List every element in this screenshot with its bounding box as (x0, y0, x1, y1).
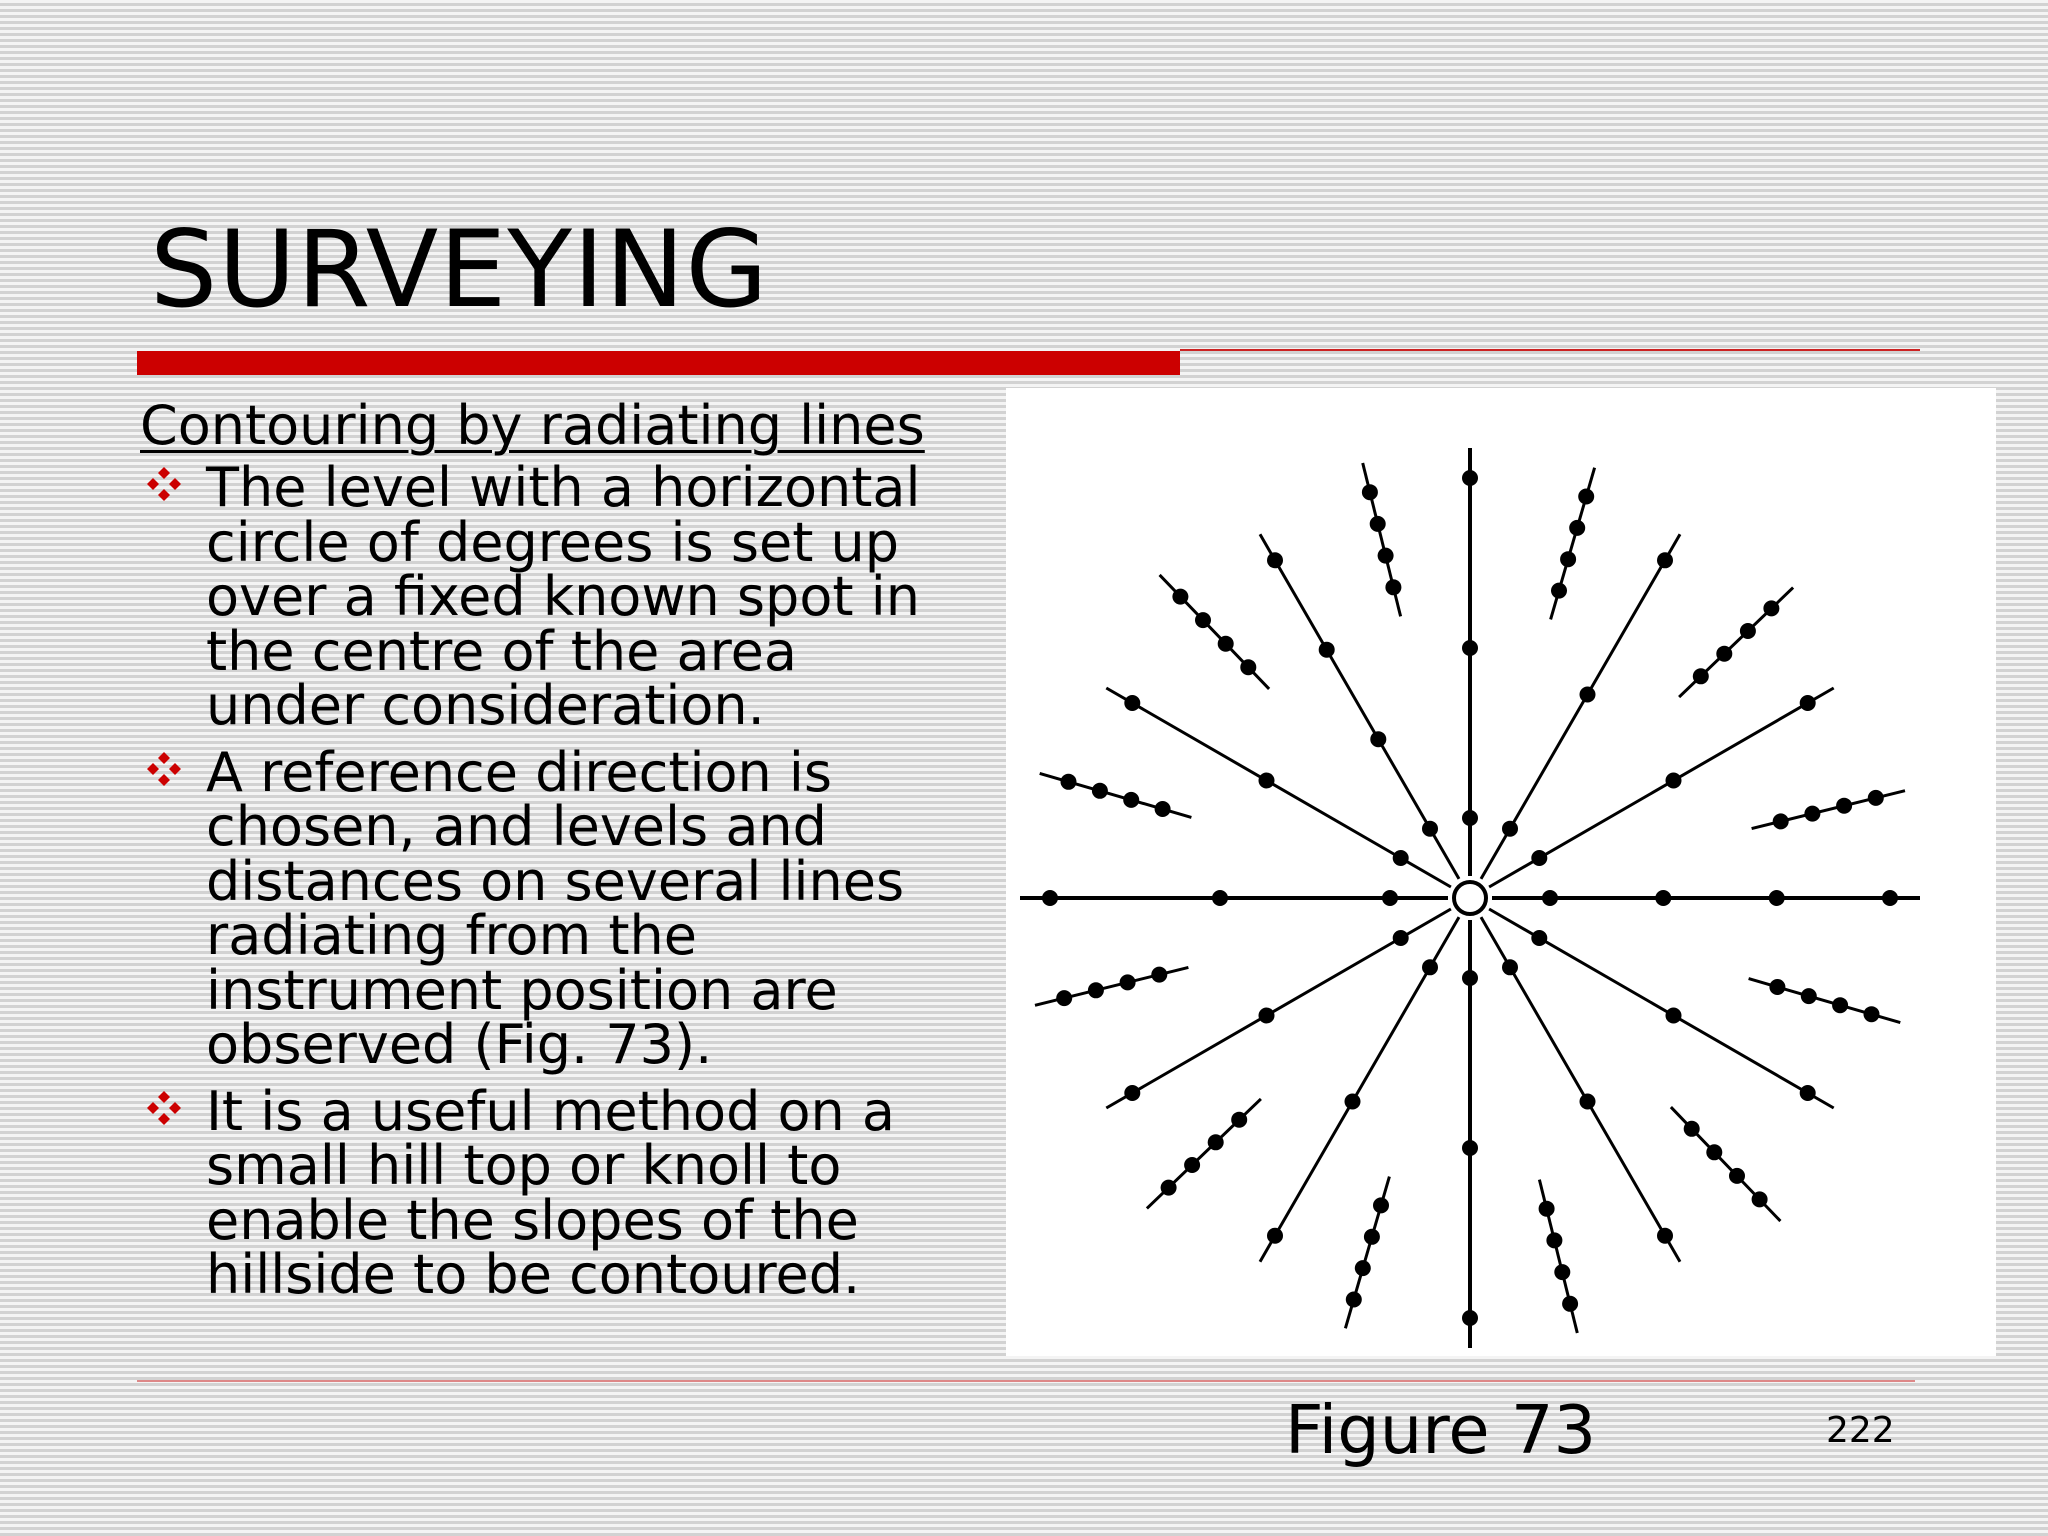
level-point (1462, 1310, 1478, 1326)
bullet-text-line: instrument position are (206, 958, 838, 1022)
level-point (1769, 979, 1785, 995)
level-point (1088, 982, 1104, 998)
text-content (140, 393, 980, 1315)
level-point (1773, 813, 1789, 829)
level-point (1393, 850, 1409, 866)
level-point (1657, 1228, 1673, 1244)
bullet-text-line: observed (Fig. 73). (206, 1013, 713, 1076)
level-point (1319, 642, 1335, 658)
level-point (1362, 484, 1378, 500)
level-point (1531, 930, 1547, 946)
level-point (1804, 806, 1820, 822)
bullet-text-line: A reference direction is (206, 740, 833, 804)
level-point (1800, 695, 1816, 711)
level-point (1462, 640, 1478, 656)
level-point (1259, 1008, 1275, 1024)
level-point (1042, 890, 1058, 906)
bullet-text-line: The level with a horizontal (206, 456, 921, 519)
title-underline-thick (137, 351, 1180, 375)
level-point (1124, 1085, 1140, 1101)
red-diamond-bullet-icon (146, 1090, 182, 1126)
bullet-text-line: hillside to be contoured. (206, 1243, 861, 1306)
level-point (1212, 890, 1228, 906)
level-point (1462, 470, 1478, 486)
bullet-text-line: under consideration. (206, 674, 765, 737)
level-point (1539, 1201, 1555, 1217)
level-point (1800, 1085, 1816, 1101)
level-point (1172, 589, 1188, 605)
level-point (1370, 516, 1386, 532)
level-point (1462, 810, 1478, 826)
level-point (1056, 990, 1072, 1006)
level-point (1655, 890, 1671, 906)
level-point (1382, 890, 1398, 906)
bullet-item (140, 456, 980, 737)
bullet-text-line: radiating from the (206, 904, 697, 967)
level-point (1560, 551, 1576, 567)
level-point (1542, 890, 1558, 906)
level-point (1218, 636, 1234, 652)
bullet-text-line: small hill top or knoll to (206, 1134, 842, 1197)
level-point (1385, 579, 1401, 595)
footer-divider (137, 1380, 1915, 1382)
figure-73-diagram (1006, 388, 1996, 1356)
level-point (1763, 600, 1779, 616)
level-point (1124, 695, 1140, 711)
level-point (1231, 1112, 1247, 1128)
level-point (1531, 850, 1547, 866)
page-number: 222 (1826, 1410, 1895, 1451)
level-point (1801, 988, 1817, 1004)
level-point (1123, 792, 1139, 808)
level-point (1345, 1094, 1361, 1110)
level-point (1836, 798, 1852, 814)
level-point (1562, 1296, 1578, 1312)
level-point (1364, 1229, 1380, 1245)
bullet-item (140, 1079, 980, 1306)
level-point (1267, 1228, 1283, 1244)
level-point (1706, 1144, 1722, 1160)
bullet-text-line: It is a useful method on a (206, 1079, 896, 1143)
slide-title: SURVEYING (150, 208, 769, 331)
red-diamond-bullet-icon (146, 466, 182, 502)
level-point (1578, 489, 1594, 505)
level-point (1882, 890, 1898, 906)
level-point (1151, 967, 1167, 983)
level-point (1378, 548, 1394, 564)
level-point (1657, 552, 1673, 568)
radiating-lines-diagram (1006, 388, 1996, 1356)
level-point (1370, 731, 1386, 747)
bullet-text-line: enable the slopes of the (206, 1188, 859, 1252)
level-point (1868, 790, 1884, 806)
level-point (1155, 801, 1171, 817)
level-point (1267, 552, 1283, 568)
level-point (1462, 970, 1478, 986)
bullet-text-line: over a fixed known spot in (206, 565, 920, 628)
level-point (1666, 773, 1682, 789)
level-point (1120, 974, 1136, 990)
title-underline-thin (1180, 349, 1920, 351)
level-point (1752, 1191, 1768, 1207)
level-point (1259, 773, 1275, 789)
level-point (1546, 1232, 1562, 1248)
level-point (1061, 774, 1077, 790)
level-point (1346, 1292, 1362, 1308)
bullet-text-line: distances on several lines (206, 849, 905, 913)
level-point (1716, 646, 1732, 662)
level-point (1684, 1121, 1700, 1137)
bullet-list (140, 456, 980, 1306)
level-point (1184, 1157, 1200, 1173)
level-point (1693, 668, 1709, 684)
level-point (1161, 1180, 1177, 1196)
level-point (1580, 687, 1596, 703)
level-point (1864, 1006, 1880, 1022)
level-point (1502, 959, 1518, 975)
level-point (1393, 930, 1409, 946)
level-point (1569, 520, 1585, 536)
level-point (1422, 821, 1438, 837)
level-point (1740, 623, 1756, 639)
figure-caption: Figure 73 (1285, 1391, 1597, 1469)
level-point (1195, 612, 1211, 628)
level-point (1208, 1134, 1224, 1150)
red-diamond-bullet-icon (146, 751, 182, 787)
bullet-text-line: the centre of the area (206, 619, 797, 683)
level-point (1422, 959, 1438, 975)
bullet-text-line: circle of degrees is set up (206, 510, 900, 574)
level-point (1462, 1140, 1478, 1156)
level-point (1502, 821, 1518, 837)
level-point (1554, 1264, 1570, 1280)
level-point (1666, 1008, 1682, 1024)
level-point (1240, 659, 1256, 675)
level-point (1832, 997, 1848, 1013)
subheading: Contouring by radiating lines (140, 394, 925, 457)
instrument-station (1454, 882, 1486, 914)
level-point (1551, 583, 1567, 599)
bullet-item (140, 740, 980, 1076)
level-point (1580, 1094, 1596, 1110)
level-point (1355, 1260, 1371, 1276)
level-point (1092, 783, 1108, 799)
level-point (1729, 1168, 1745, 1184)
bullet-text-line: chosen, and levels and (206, 795, 827, 858)
level-point (1769, 890, 1785, 906)
level-point (1373, 1197, 1389, 1213)
